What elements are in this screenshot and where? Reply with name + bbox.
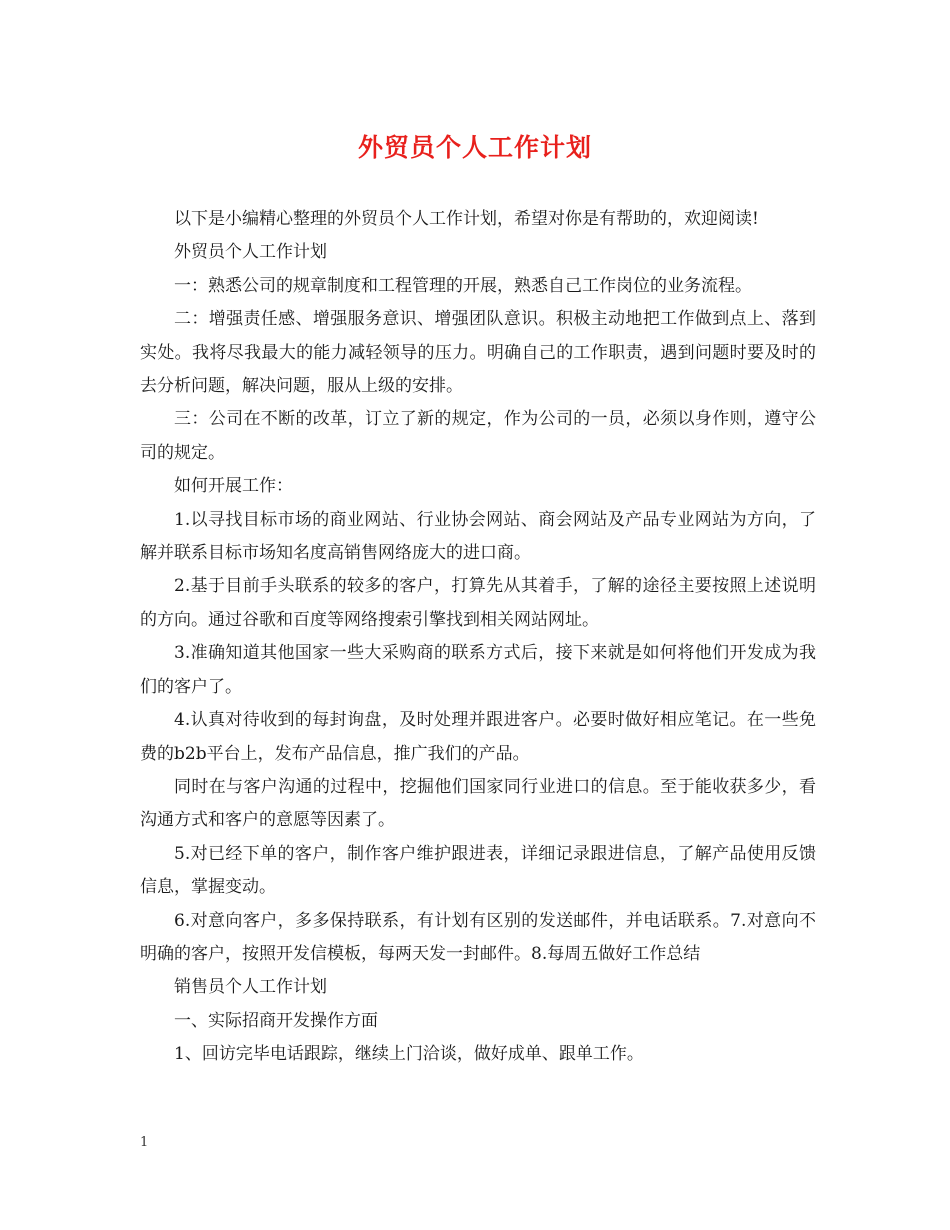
- paragraph-item-6-8: 6.对意向客户，多多保持联系，有计划有区别的发送邮件，并电话联系。7.对意向不明确的客户，按照开发信模板，每两天发一封邮件。8.每周五做好工作总结: [140, 910, 816, 964]
- paragraph-communication: 同时在与客户沟通的过程中，挖掘他们国家同行业进口的信息。至于能收获多少，看沟通方式和客户的意愿等因素了。: [140, 776, 816, 831]
- paragraph-item-2: 2.基于目前手头联系的较多的客户，打算先从其着手，了解的途径主要按照上述说明的方向。通过谷歌和百度等网络搜索引擎找到相关网站网址。: [140, 576, 816, 630]
- paragraph-point-2: 二：增强责任感、增强服务意识、增强团队意识。积极主动地把工作做到点上、落到实处。我将尽我最大的能力减轻领导的压力。明确自己的工作职责，遇到问题时要及时的去分析问题，解决问题，服从上级的安排。: [140, 309, 816, 397]
- document-title: 外贸员个人工作计划: [357, 133, 592, 162]
- paragraph-how-to-work: 如何开展工作：: [174, 476, 293, 497]
- paragraph-item-1: 1.以寻找目标市场的商业网站、行业协会网站、商会网站及产品专业网站为方向，了解并联系目标市场知名度高销售网络庞大的进口商。: [140, 509, 816, 564]
- paragraph-item-4: 4.认真对待收到的每封询盘，及时处理并跟进客户。必要时做好相应笔记。在一些免费的b2b平台上，发布产品信息，推广我们的产品。: [140, 710, 816, 764]
- paragraph-section-1: 一、实际招商开发操作方面: [174, 1010, 378, 1031]
- paragraph-section-1-item-1: 1、回访完毕电话跟踪，继续上门洽谈，做好成单、跟单工作。: [174, 1044, 644, 1065]
- paragraph-item-5: 5.对已经下单的客户，制作客户维护跟进表，详细记录跟进信息，了解产品使用反馈信息，掌握变动。: [140, 843, 816, 898]
- paragraph-item-3: 3.准确知道其他国家一些大采购商的联系方式后，接下来就是如何将他们开发成为我们的客户了。: [140, 643, 816, 697]
- paragraph-point-3: 三：公司在不断的改革，订立了新的规定，作为公司的一员，必须以身作则，遵守公司的规定。: [140, 409, 816, 463]
- paragraph-subtitle-sales: 销售员个人工作计划: [174, 977, 327, 998]
- paragraph-point-1: 一：熟悉公司的规章制度和工程管理的开展，熟悉自己工作岗位的业务流程。: [174, 275, 752, 296]
- paragraph-intro: 以下是小编精心整理的外贸员个人工作计划，希望对你是有帮助的，欢迎阅读!: [174, 209, 759, 229]
- paragraph-subtitle-foreign-trade: 外贸员个人工作计划: [174, 242, 327, 263]
- page-number: 1: [140, 1135, 149, 1150]
- document-body: [140, 203, 816, 1072]
